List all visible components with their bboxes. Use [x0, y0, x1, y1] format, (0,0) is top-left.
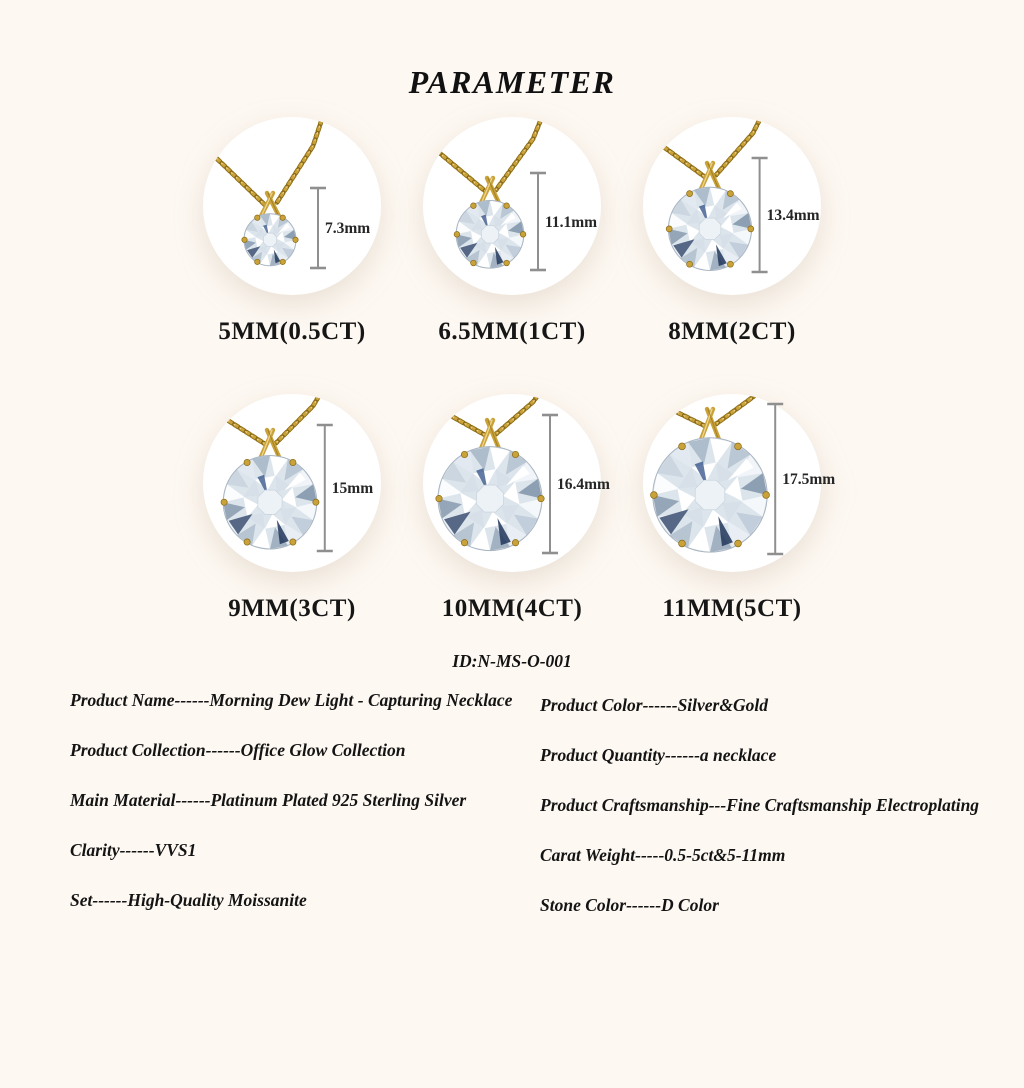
size-label: 8MM(2CT): [668, 318, 796, 345]
product-tile: [182, 390, 402, 623]
photo-circle: [203, 117, 381, 295]
spec-row-stone-color: Stone Color------D Color: [540, 895, 719, 915]
spec-row-product-quantity: Product Quantity------a necklace: [540, 745, 777, 765]
product-id: ID:N-MS-O-001: [452, 651, 572, 671]
spec-row-product-color: Product Color------Silver&Gold: [540, 695, 768, 715]
size-grid: [0, 113, 1024, 623]
measurement-label: 15mm: [331, 480, 374, 497]
page-title: PARAMETER: [408, 64, 616, 100]
size-label: 9MM(3CT): [228, 595, 356, 622]
spec-row-set: Set------High-Quality Moissanite: [70, 890, 307, 910]
product-tile: [402, 113, 622, 346]
spec-row-carat-weight: Carat Weight-----0.5-5ct&5-11mm: [540, 845, 786, 865]
product-tile: [622, 390, 842, 623]
spec-column-right: [540, 690, 1008, 915]
parameter-sheet: [0, 64, 1024, 1088]
gem-stone: [223, 455, 317, 549]
spec-row-clarity: Clarity------VVS1: [70, 840, 197, 860]
size-label: 5MM(0.5CT): [218, 318, 366, 345]
measurement-label: 13.4mm: [766, 207, 820, 224]
product-tile: [622, 113, 842, 346]
size-label: 11MM(5CT): [662, 595, 802, 622]
spec-row-craftsmanship: Product Craftsmanship---Fine Craftsmanship Electroplating: [540, 795, 980, 815]
spec-row-product-collection: Product Collection------Office Glow Collection: [70, 740, 406, 760]
necklace-photo-9mm: [182, 390, 402, 585]
product-tile: [402, 390, 622, 623]
spec-row-product-name: Product Name------Morning Dew Light - Capturing Necklace: [70, 690, 513, 710]
necklace-photo-5mm: [182, 113, 402, 308]
size-label: 6.5MM(1CT): [438, 318, 586, 345]
measurement-label: 11.1mm: [545, 214, 598, 231]
measurement-label: 7.3mm: [325, 220, 371, 237]
photo-circle: [423, 117, 601, 295]
spec-column-left: [70, 690, 540, 910]
size-label: 10MM(4CT): [441, 595, 583, 622]
gem-stone: [438, 447, 542, 551]
necklace-photo-10mm: [402, 390, 622, 585]
gem-stone: [244, 214, 296, 266]
necklace-photo-6-5mm: [402, 113, 622, 308]
gem-stone: [668, 187, 751, 270]
gem-stone: [456, 201, 524, 269]
gem-stone: [653, 438, 767, 552]
measurement-label: 16.4mm: [557, 476, 610, 493]
necklace-photo-11mm: [622, 390, 842, 585]
product-tile: [182, 113, 402, 346]
spec-section: [0, 690, 1024, 915]
necklace-photo-8mm: [622, 113, 842, 308]
measurement-label: 17.5mm: [782, 471, 836, 488]
spec-row-main-material: Main Material------Platinum Plated 925 Sterling Silver: [70, 790, 467, 810]
